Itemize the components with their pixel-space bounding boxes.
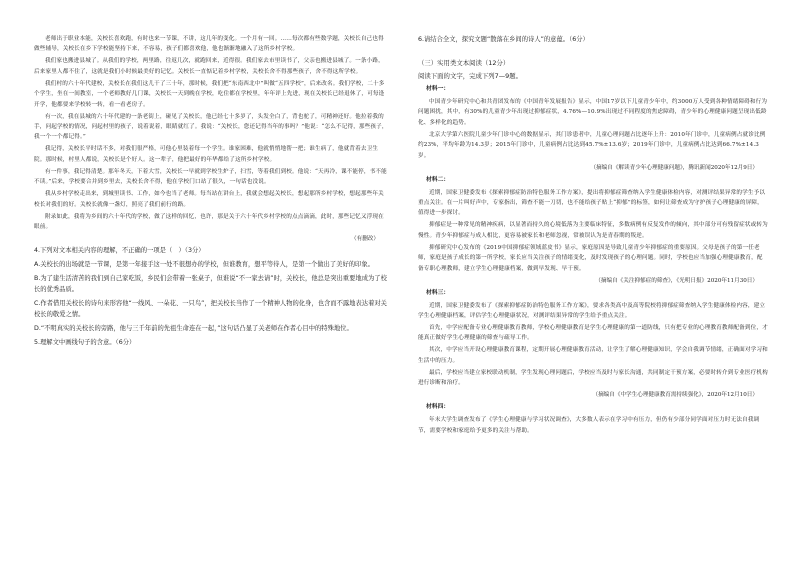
option-c: C.作者借用关校长的诗句来形容他“一线风、一朵花、一只鸟”，把关校长当作了一个精神人物的化身，也含而不露地表达着对关校长的敬爱之情。 (34, 300, 387, 319)
left-column (34, 34, 389, 351)
material-label: 材料三： (426, 289, 450, 296)
passage-paragraph: 老师出于职业本能，关校长喜欢跑，有时也来一节课，不讲，这几年的变化。一个月有一回。……每次都有些数学题，关校长自己也得做些辅导，关校长在乡下学校能坚持下来，不容易，孩子们都喜欢他，他也渐渐地融入了这所乡村学校。 (34, 36, 384, 53)
passage-paragraph: 有一件事，我记得清楚。那年冬天，下着大雪，关校长一早就到学校生炉子，扫雪，等着我们到校。他说：“天再冷，课不能停，书不能不读。”后来，学校要合并到乡里去，关校长舍不得，他在学校门口站了很久，一句话也没说。 (34, 168, 387, 186)
material-paragraph: 抑郁症是一种常见的精神疾病，以显著而持久的心境低落为主要临床特征，多数病例有反复发作的倾向，其中部分可有残留症状或转为慢性。青少年抑郁症与成人相比，更容易被家长和老师忽视，常被误认为是青春期的叛逆。 (418, 222, 768, 239)
material-paragraph: 首先，中学应配备专业心理健康教育教师，学校心理健康教育是学生心理健康的第一道防线，只有把专业的心理教育教师配备到位，才能真正做好学生心理健康的筛查与疏导工作。 (418, 325, 768, 342)
material-source: （摘编自《关注抑郁症的筛查》，《光明日报》2020年11月30日） (595, 277, 758, 284)
section-instruction: 阅读下面的文字，完成下列7—9题。 (418, 72, 522, 80)
question-5: 5.理解文中画线句子的含意。（6分） (34, 339, 136, 347)
passage-paragraph: 我记得，关校长平时话不多，对我们很严格，可他心里装着每一个学生。谁家困难，他就悄悄地帮一把；谁生病了，他就背着去卫生院。那时候，村里人都说，关校长是个好人。这一辈子，他把最好的年华都给了这所乡村学校。 (34, 146, 379, 163)
material-paragraph: 年末大学生调查发布了《学生心理健康与学习状况调查》，大多数人表示在学习中有压力，但仍有少部分同学面对压力时无法自我调节，需要学校和家庭给予更多的关注与帮助。 (418, 417, 760, 434)
option-a: A.关校长的出场就是一节课，是第一年接手这一处不很想办的学校，但谁教育，想平等待人，是第一个做出了美好的印象。 (34, 261, 374, 269)
section-heading: （三）实用类文本阅读（12分） (418, 59, 510, 67)
material-paragraph: 抑郁研究中心发布的《2019中国抑郁症领域蓝皮书》显示，家庭原因是导致儿童青少年抑郁症的重要原因。父母是孩子的第一任老师，家庭是孩子成长的第一所学校，家长应当关注孩子的情绪变化，及时发现孩子的心理问题。同时，学校也应当加强心理健康教育，配备专职心理教师，建立学生心理健康档案，做到早发现、早干预。 (418, 244, 763, 272)
passage-source: （有删改） (351, 236, 379, 243)
passage-paragraph: 我们村的六十年代建校，关校长在我们这儿干了三十年，那时候，我们把“东南西北中”叫做“五四学校”，后来改名。我们学校，二十多个学生，坐在一间教室，一个老师教好几门课，关校长一天到晚在学校，吃住都在学校里，年年评上先进，现在关校长已经退休了，可每逢开学，他都要来学校转一转，看一看老房子。 (34, 80, 385, 108)
material-paragraph: 最后，学校应当建立家校联动机制，学生发现心理问题后，学校应当及时与家长沟通，共同制定干预方案，必要时转介到专业医疗机构进行诊断和治疗。 (418, 369, 768, 387)
material-label: 材料四： (426, 404, 450, 411)
option-d: D.“不明真实的关校长的旁路，他与三千年前的先祖生命连在一起，”这句话凸显了关老师在作者心目中的特殊地位。 (34, 325, 353, 333)
material-source: （摘编自《中学生心理健康教育需持续强化》，2020年12月10日） (592, 392, 758, 399)
question-4: 4.下列对文本相关内容的理解，不正确的一项是（ ）（3分） (34, 247, 205, 255)
material-paragraph: 近期，国家卫健委发布了《探索抑郁症防治特色服务工作方案》，要求各类高中及高等院校将抑郁症筛查纳入学生健康体检内容，建立学生心理健康档案，评估学生心理健康状况，对测评结果异常的学生给予重点关注。 (418, 302, 766, 320)
material-source: （摘编自《解读青少年心理健康问题》，腾讯新闻2020年12月9日） (590, 164, 758, 171)
question-6: 6.请结合全文，探究文题“散落在乡间的诗人”的意蕴。（6分） (418, 36, 589, 43)
passage-paragraph: 我们家也搬进县城了。从我们的学校，两里路，往返几次，就跑回来，近得很。我们家去市里读书了，父亲也搬进县城了。一条小路，后来家里人都不住了，这就是我们小时候最美好的记忆。关校长一直惦记着乡村学校，关校长舍不得那些孩子，舍不得这所学校。 (34, 58, 384, 75)
material-paragraph: 北京大学第六医院儿童少年门诊中心的数据显示，其门诊患者中，儿童心理问题占比逐年上升：2010年门诊中，儿童病例占就诊比例约23%，平均年龄为14.3岁；2015年门诊中，儿童病例占比达到45.7%±13.6岁；2019年门诊中，儿童病例占比达到66.7%±14.3岁。 (418, 131, 766, 159)
material-paragraph: 中国青少年研究中心和共青团发布的《中国青年发展报告》显示，中国17岁以下儿童青少年中，约3000万人受到各种情绪障碍和行为问题困扰，其中，有30%的儿童青少年出现过抑郁症状，4.76%—10.9%出现过不同程度的焦虑障碍，青少年的心理健康问题呈现出低龄化、多样化的趋势。 (418, 99, 768, 126)
material-paragraph: 其次，中学应当开设心理健康教育课程，定期开展心理健康教育活动，让学生了解心理健康知识，学会自我调节情绪，正确面对学习和生活中的压力。 (418, 347, 768, 364)
passage-paragraph: 我从乡村学校走出来，到城里读书、工作，如今也当了老师。每当站在讲台上，我就会想起关校长，想起那所乡村学校，想起那些年关校长对我们的好。关校长就像一盏灯，照亮了我们前行的路。 (34, 191, 384, 208)
material-label: 材料一： (426, 86, 450, 92)
right-column (418, 34, 768, 438)
passage-paragraph: 有一次，我在县城的六十年代建的一条老街上，碰见了关校长，他已经七十多岁了，头发全白了，背也驼了，可精神还好。他拉着我的手，问起学校的情况，问起村里的孩子，说着说着，眼睛就红了。我说：“关校长，您还记得当年的事吗？”他说：“怎么不记得，那些孩子，我一个一个都记得。” (34, 113, 388, 141)
option-b: B.为了建生活清苦的我们到自己家吃饭，乡民们会带着一张桌子，但谁说“不一家去请”时，关校长，他总是突出重要地成为了校长的优秀品质。 (34, 275, 387, 294)
material-paragraph: 近期，国家卫健委发布《探索抑郁症防治特色服务工作方案》，提出将抑郁症筛查纳入学生健康体检内容，对测评结果异常的学生予以重点关注。在一片叫好声中，专家指出，筛查不能一刀切，也不能给孩子贴上“抑郁”的标签，如何让筛查成为守护孩子心理健康的屏障，值得进一步探讨。 (418, 189, 766, 217)
passage-closing: 附录如此，我将为乡间的六十年代的学校，做了这样的回忆，也许，那是关于六十年代乡村学校的点点滴滴，此时，那些记忆又浮现在眼前。 (34, 213, 384, 231)
material-label: 材料二： (426, 176, 450, 183)
